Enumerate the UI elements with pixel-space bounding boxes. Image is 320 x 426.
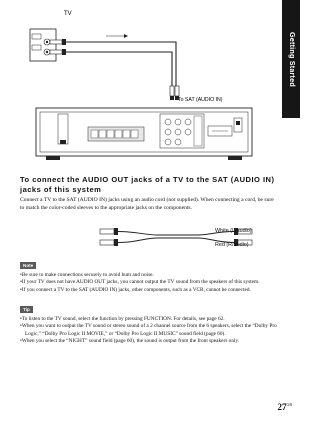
tip-item: • When you select the “NIGHT” sound field (page 60), the sound is output from the front speakers only. <box>20 338 282 345</box>
note-badge: Note <box>20 262 36 269</box>
red-channel-label: Red (R/audio) <box>215 242 249 248</box>
section-heading: To connect the AUDIO OUT jacks of a TV to the SAT (AUDIO IN) jacks of this system <box>20 175 275 194</box>
page-number <box>277 402 292 412</box>
tip-list <box>20 316 282 345</box>
page-number-suffix: GB <box>286 402 292 407</box>
side-tab-label: Getting Started <box>288 31 297 87</box>
white-plug-left <box>100 228 118 235</box>
section-body: Connect a TV to the SAT (AUDIO IN) jacks using an audio cord (not supplied). When connecting a cord, be sure to match the color-coded sleeves to the appropriate jacks on the components. <box>20 197 274 211</box>
note-list <box>20 272 282 294</box>
note-item: • Be sure to make connections securely to avoid hum and noise. <box>20 272 282 279</box>
audio-cord <box>66 42 176 88</box>
connection-diagram <box>0 0 300 200</box>
note-item: • If you connect a TV to the SAT (AUDIO IN) jacks, other components, such as a VCR, cannot be connected. <box>20 287 282 294</box>
tv-plug-white <box>50 39 66 45</box>
signal-flow-arrow <box>106 34 128 38</box>
tip-badge: Tip <box>20 306 33 313</box>
red-plug-left <box>100 239 118 246</box>
receiver-rear-panel <box>36 108 252 160</box>
white-channel-label: White (L/audio) <box>215 228 252 234</box>
tv-label: TV <box>64 11 72 17</box>
sat-audio-in-label: To SAT (AUDIO IN) <box>178 97 223 103</box>
page-number-value: 27 <box>277 402 287 412</box>
tv-jack-panel <box>30 29 56 61</box>
note-item: • If your TV does not have AUDIO OUT jacks, you cannot output the TV sound from the speakers of this system. <box>20 279 282 286</box>
tip-item: • When you want to output the TV sound or stereo sound of a 2 channel source from the 6 speakers, select the “Dolby Pro Logic,” “Dolby Pro Logic II MOVIE,” or “Dolby Pro Logic II MUSIC” sound field (page 60). <box>20 323 282 338</box>
tip-item: • To listen to the TV sound, select the function by pressing FUNCTION. For details, see page 62. <box>20 316 282 323</box>
tv-plug-red <box>50 49 66 55</box>
